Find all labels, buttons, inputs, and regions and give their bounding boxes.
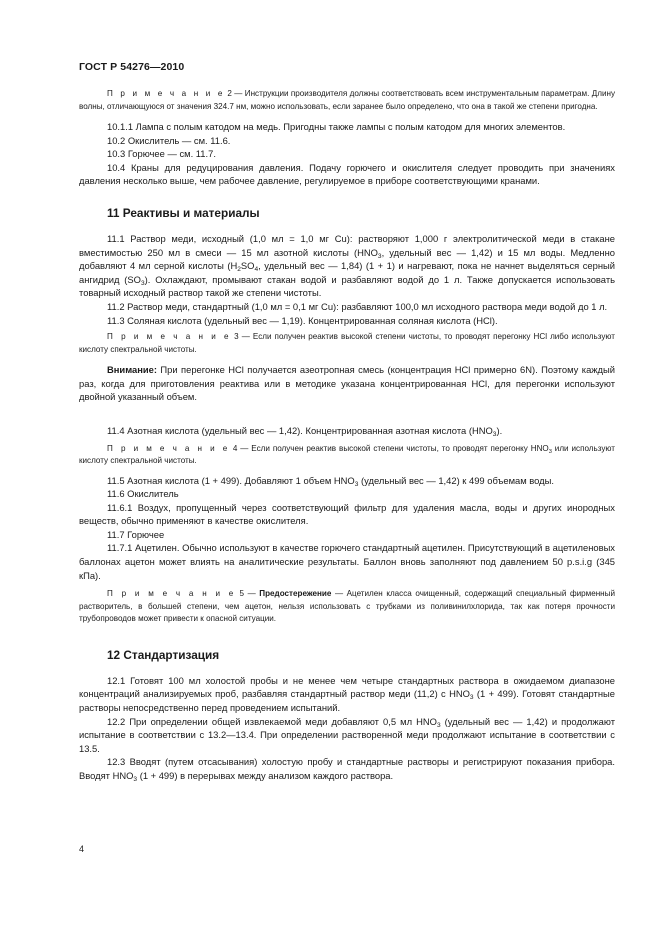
paragraph-12-2: 12.2 При определении общей извлекаемой меди добавляют 0,5 мл $HNO_3$ (удельный вес — 1,42) и продолжают испытание в соответствии с 13.2—13.4. При определении растворенной меди продолжают испытание в соответствии с 13.5. (79, 715, 615, 754)
note-label: П р и м е ч а н и е (107, 89, 226, 98)
paragraph-11-1: 11.1 Раствор меди, исходный (1,0 мл = 1,0 мг Cu): растворяют 1,000 г электролитической меди в стакане вместимостью 250 мл в смеси — 15 мл азотной кислоты ($HNO_3$, удельный вес — 1,42) и 15 мл воды. Медленно добавляют 4 мл серной кислоты ($H_2SO_4$, удельный вес — 1,84) (1 + 1) и нагревают, пока не начнет выделяться серный ангидрид $(SO_3)$. Охлаждают, промывают стакан водой и разбавляют водой до 1 л. Также допускается использовать товарный исходный раствор такой же степени чистоты. (79, 232, 615, 299)
paragraph-10-4: 10.4 Краны для редуцирования давления. Подачу горючего и окислителя следует проводить при значениях давления несколько выше, чем рабочее давление, регулируемое в приборе соответствующими кранами. (79, 161, 615, 187)
note-4: П р и м е ч а н и е 4 — Если получен реактив высокой степени чистоты, то проводят перегонку $HNO_3$ или используют кислоту спектральной чистоты. (79, 443, 615, 465)
note-5: П р и м е ч а н и е 5 — Предостережение — Ацетилен класса очищенный, содержащий специальный фирменный растворитель, в большей степени, чем ацетон, нельзя использовать с трубками из поливинилхлорида, так как потеря прочности трубопроводов может привести к опасной ситуации. (79, 589, 615, 624)
paragraph-11-4: 11.4 Азотная кислота (удельный вес — 1,42). Концентрированная азотная кислота $(HNO_3)$. (107, 424, 503, 438)
paragraph-11-2: 11.2 Раствор меди, стандартный (1,0 мл = 0,1 мг Cu): разбавляют 100,0 мл исходного раствора меди водой до 1 л. (107, 300, 608, 312)
paragraph-11-6: 11.6 Окислитель (107, 488, 179, 500)
warning-paragraph: Внимание: При перегонке HCl получается азеотропная смесь (концентрация HCl примерно 6N). Поэтому каждый раз, когда для приготовления реактива или в методике указана концентрированная HCl, для перегонки используют двойной указанный объем. (79, 364, 615, 403)
page-content (79, 88, 615, 783)
paragraph-11-6-1: 11.6.1 Воздух, пропущенный через соответствующий фильтр для удаления масла, воды и других инородных веществ, обычно применяют в качестве окислителя. (79, 501, 615, 527)
paragraph-12-1: 12.1 Готовят 100 мл холостой пробы и не менее чем четыре стандартных раствора в ожидаемом диапазоне концентраций анализируемых проб, разбавляя стандартный раствор меди (11,2) с $HNO_3$ (1 + 499). Готовят стандартные растворы непосредственно перед проведением испытаний. (79, 674, 615, 713)
paragraph-10-3: 10.3 Горючее — см. 11.7. (107, 148, 216, 160)
paragraph-11-7: 11.7 Горючее (107, 528, 165, 540)
note-3: П р и м е ч а н и е 3 — Если получен реактив высокой степени чистоты, то проводят перегонку HCl либо используют кислоту спектральной чистоты. (79, 332, 615, 354)
paragraph-10-1-1: 10.1.1 Лампа с полым катодом на медь. Пригодны также лампы с полым катодом для многих элементов. (107, 121, 566, 132)
warning-label: Внимание: (107, 364, 157, 376)
section-11-heading: 11 Реактивы и материалы (107, 205, 260, 220)
document-header: ГОСТ Р 54276—2010 (79, 61, 185, 73)
paragraph-11-5: 11.5 Азотная кислота (1 + 499). Добавляют 1 объем $HNO_3$ (удельный вес — 1,42) к 499 объемам воды. (107, 474, 554, 488)
paragraph-11-3: 11.3 Соляная кислота (удельный вес — 1,19). Концентрированная соляная кислота (HCl). (107, 314, 498, 326)
page-number: 4 (79, 844, 85, 854)
paragraph-12-3: 12.3 Вводят (путем отсасывания) холостую пробу и стандартные растворы и регистрируют показания прибора. Вводят $HNO_3$ (1 + 499) в перерывах между анализом каждого раствора. (79, 756, 615, 783)
section-12-heading: 12 Стандартизация (107, 647, 220, 662)
note-2: П р и м е ч а н и е 2 — Инструкции производителя должны соответствовать всем инструментальным параметрам. Длину волны, отличающуюся от значения 324.7 нм, можно использовать, если заранее было определено, что она в такой же степени пригодна. (79, 89, 615, 111)
paragraph-10-2: 10.2 Окислитель — см. 11.6. (107, 134, 231, 146)
paragraph-11-7-1: 11.7.1 Ацетилен. Обычно используют в качестве горючего стандартный ацетилен. Присутствующий в ацетиленовых баллонах ацетон может влиять на аналитические результаты. Баллон вновь заполняют под давлением 50 p.s.i.g (345 кПа). (79, 542, 615, 581)
